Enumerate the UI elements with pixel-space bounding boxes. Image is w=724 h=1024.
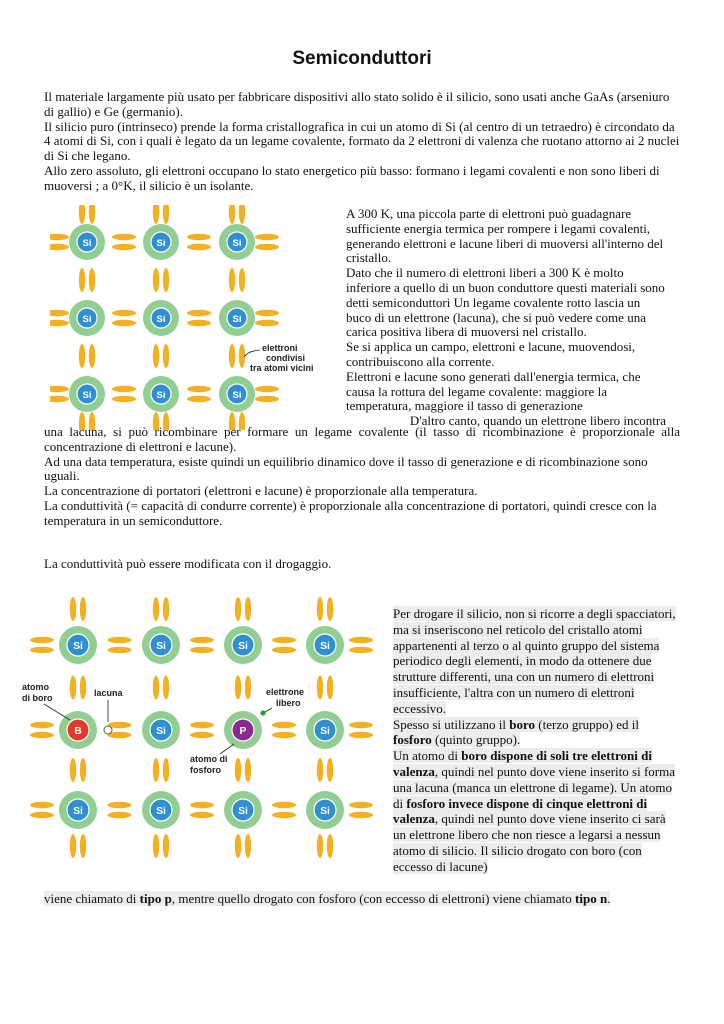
covalent-bond [70,597,76,621]
side-paragraph [393,717,681,749]
covalent-bond [80,597,86,621]
covalent-bond [30,637,54,643]
label-pointer [265,708,272,712]
full-paragraph: La concentrazione di portatori (elettroni e lacune) è proporzionale alla temperatura. [44,483,478,499]
covalent-bond [50,244,69,250]
bottom-text [44,891,684,907]
atom-label: Si [156,390,166,401]
covalent-bond [272,647,296,653]
covalent-bond [255,386,279,392]
intro-paragraph: Allo zero assoluto, gli elettroni occupano lo stato energetico più basso: formano i legami covalenti e non sono liberi di muoversi ; a 0°K, il silicio è un isolante. [44,162,660,193]
covalent-bond [79,205,85,224]
atom-label: Si [82,390,92,401]
covalent-bond [327,676,333,700]
covalent-bond [153,344,159,368]
intro-text [44,90,680,194]
free-electron-dot [260,710,265,715]
covalent-bond [272,637,296,643]
covalent-bond [70,758,76,782]
covalent-bond [190,722,214,728]
covalent-bond [349,647,373,653]
covalent-bond [255,396,279,402]
covalent-bond [272,722,296,728]
shared-electrons-label: tra atomi vicini [250,363,314,373]
atom-label: Si [156,238,166,249]
covalent-bond [153,597,159,621]
atom-label: Si [73,641,83,652]
covalent-bond [80,758,86,782]
side-paragraph: A 300 K, una piccola parte di elettroni può guadagnare sufficiente energia termica per rompere i legami covalenti, generando elettroni e lacune liberi di muoversi all'interno del cristallo. [346,206,664,266]
atom-label: B [74,726,82,737]
atom-label: Si [232,238,242,249]
bold-term: fosforo invece dispone di cinque elettroni di valenza [393,795,648,827]
covalent-bond [272,812,296,818]
atom-label: Si [238,806,248,817]
covalent-bond [245,834,251,858]
covalent-bond [163,205,169,224]
hole-label: lacuna [94,688,123,698]
atom-label: Si [320,726,330,737]
covalent-bond [50,396,69,402]
covalent-bond [255,320,279,326]
covalent-bond [235,597,241,621]
text-run: Spesso si utilizzano il [393,716,510,732]
side-paragraph [393,748,681,874]
phosphorus-label: fosforo [190,765,221,775]
text-run: (terzo gruppo) ed il [535,716,640,732]
covalent-bond [108,802,132,808]
side-paragraph: Elettroni e lacune sono generati dall'energia termica, che causa la rottura del legame covalente: maggiore la temperatura, maggiore il tasso di generazione [346,368,641,414]
covalent-bond [108,647,132,653]
covalent-bond [112,244,136,250]
covalent-bond [317,597,323,621]
boron-label: atomo [22,682,49,692]
full-paragraph: La conduttività (= capacità di condurre corrente) è proporzionale alla concentrazione di portatori, quindi cresce con la temperatura in un semiconduttore. [44,497,657,528]
covalent-bond [255,234,279,240]
covalent-bond [190,802,214,808]
covalent-bond [108,812,132,818]
covalent-bond [108,637,132,643]
atom-label: Si [232,390,242,401]
side-text-2 [393,606,681,875]
atom-label: P [239,726,247,737]
covalent-bond [272,802,296,808]
covalent-bond [153,758,159,782]
covalent-bond [235,676,241,700]
covalent-bond [112,234,136,240]
atom-label: Si [156,641,166,652]
text-run: , quindi nel punto dove viene inserito ci sarà un elettrone libero che non riesce a legarsi a nessun atomo di silicio. Il silicio drogato con boro (con eccesso di lacune) [393,811,666,874]
covalent-bond [327,758,333,782]
covalent-bond [153,205,159,224]
bold-term: tipo n [575,891,608,906]
text-run: . [607,891,611,906]
covalent-bond [327,834,333,858]
shared-electrons-label: condivisi [266,353,306,363]
text-run: , mentre quello drogato con fosforo (con eccesso di elettroni) viene chiamato [171,891,576,906]
covalent-bond [245,597,251,621]
covalent-bond [239,268,245,292]
covalent-bond [153,676,159,700]
text-run: (quinto gruppo). [431,732,521,748]
side-paragraph: D'altro canto, quando un elettrone libero incontra [409,413,666,429]
text-run: viene chiamato di [44,891,140,906]
covalent-bond [112,310,136,316]
covalent-bond [50,320,69,326]
page-title: Semiconduttori [292,48,432,69]
covalent-bond [79,268,85,292]
covalent-bond [349,732,373,738]
covalent-bond [327,597,333,621]
atom-label: Si [82,238,92,249]
label-pointer [244,350,260,357]
full-text-1 [44,425,680,529]
covalent-bond [30,722,54,728]
covalent-bond [349,802,373,808]
covalent-bond [317,676,323,700]
highlighted-text: Per drogare il silicio, non si ricorre a degli spacciatori, ma si inseriscono nel reticolo del cristallo atomi appartenenti al terzo o al quinto gruppo del sistema periodico degli elementi, in modo da ottenere due strutture differenti, una con un numero di elettroni insufficiente, l'altra con un numero di elettroni eccessivo. [393,606,676,716]
covalent-bond [349,812,373,818]
covalent-bond [245,758,251,782]
covalent-bond [50,310,69,316]
text-run: Un atomo di [393,748,462,764]
covalent-bond [349,637,373,643]
covalent-bond [30,647,54,653]
covalent-bond [235,834,241,858]
covalent-bond [89,344,95,368]
covalent-bond [153,834,159,858]
covalent-bond [163,268,169,292]
covalent-bond [235,758,241,782]
bold-term: tipo p [139,891,172,906]
covalent-bond [70,834,76,858]
covalent-bond [317,758,323,782]
covalent-bond [229,268,235,292]
covalent-bond [187,234,211,240]
atom-label: Si [156,806,166,817]
covalent-bond [50,234,69,240]
covalent-bond [163,676,169,700]
free-electron-label: elettrone [266,687,305,697]
bold-term: boro [509,716,536,732]
covalent-bond [163,834,169,858]
atom-label: Si [232,314,242,325]
atom-label: Si [238,641,248,652]
atom-label: Si [73,806,83,817]
covalent-bond [153,268,159,292]
shared-electrons-label: elettroni [262,343,298,353]
atom-label: Si [156,726,166,737]
hole-marker [104,726,112,734]
covalent-bond [272,732,296,738]
covalent-bond [317,834,323,858]
intro-paragraph: Il silicio puro (intrinseco) prende la forma cristallografica in cui un atomo di Si (al centro di un tetraedro) è circondato da 4 atomi di Si, con i quali è legato da un legame covalente, formato da 2 elettroni di valenza che ruotano attorno ai 2 nuclei di Si che legano. [44,118,680,164]
covalent-bond [187,386,211,392]
full-paragraph: Ad una data temperatura, esiste quindi un equilibrio dinamico dove il tasso di generazione e di ricombinazione sono uguali. [44,453,648,484]
covalent-bond [190,732,214,738]
covalent-bond [50,386,69,392]
covalent-bond [112,386,136,392]
covalent-bond [89,205,95,224]
covalent-bond [89,268,95,292]
silicon-lattice-figure [50,205,340,430]
atom-label: Si [320,641,330,652]
covalent-bond [187,244,211,250]
covalent-bond [79,344,85,368]
covalent-bond [255,244,279,250]
bold-term: fosforo [393,732,432,748]
atom-label: Si [156,314,166,325]
bold-term: boro dispone di soli tre elettroni di valenza [393,748,652,779]
covalent-bond [190,647,214,653]
atom-label: Si [320,806,330,817]
covalent-bond [190,812,214,818]
covalent-bond [187,320,211,326]
covalent-bond [112,320,136,326]
doped-lattice-figure [14,582,386,884]
phosphorus-label: atomo di [190,754,228,764]
covalent-bond [255,310,279,316]
covalent-bond [239,205,245,224]
text-run: , quindi nel punto dove viene inserito si forma una lacuna (manca un elettrone di legame). Un atomo di [393,763,675,811]
side-paragraph: Se si applica un campo, elettroni e lacune, muovendosi, contribuiscono alla corrente. [346,339,636,369]
side-paragraph [393,606,681,717]
free-electron-label: libero [276,698,301,708]
doping-intro: La conduttività può essere modificata con il drogaggio. [44,556,332,571]
covalent-bond [245,676,251,700]
covalent-bond [80,834,86,858]
covalent-bond [229,344,235,368]
atom-label: Si [82,314,92,325]
covalent-bond [70,676,76,700]
covalent-bond [30,802,54,808]
full-paragraph: una lacuna, si può ricombinare per formare un legame covalente (il tasso di ricombinazione è proporzionale alla concentrazione di elettroni e lacune). [44,424,680,454]
covalent-bond [187,396,211,402]
side-paragraph: Dato che il numero di elettroni liberi a 300 K è molto inferiore a quello di un buon conduttore questi materiali sono detti semiconduttori Un legame covalente rotto lascia un buco di un elettrone (lacuna), che si può vedere come una carica positiva libera di muoversi nel cristallo. [346,265,665,340]
side-text-1 [346,207,666,429]
covalent-bond [112,396,136,402]
covalent-bond [163,344,169,368]
covalent-bond [187,310,211,316]
covalent-bond [190,637,214,643]
covalent-bond [30,812,54,818]
covalent-bond [163,758,169,782]
label-pointer [44,704,70,720]
label-pointer [220,744,234,754]
intro-paragraph: Il materiale largamente più usato per fabbricare dispositivi allo stato solido è il silicio, sono usati anche GaAs (arseniuro di gallio) e Ge (germanio). [44,89,670,119]
covalent-bond [163,597,169,621]
boron-label: di boro [22,693,53,703]
covalent-bond [349,722,373,728]
covalent-bond [229,205,235,224]
covalent-bond [80,676,86,700]
covalent-bond [30,732,54,738]
